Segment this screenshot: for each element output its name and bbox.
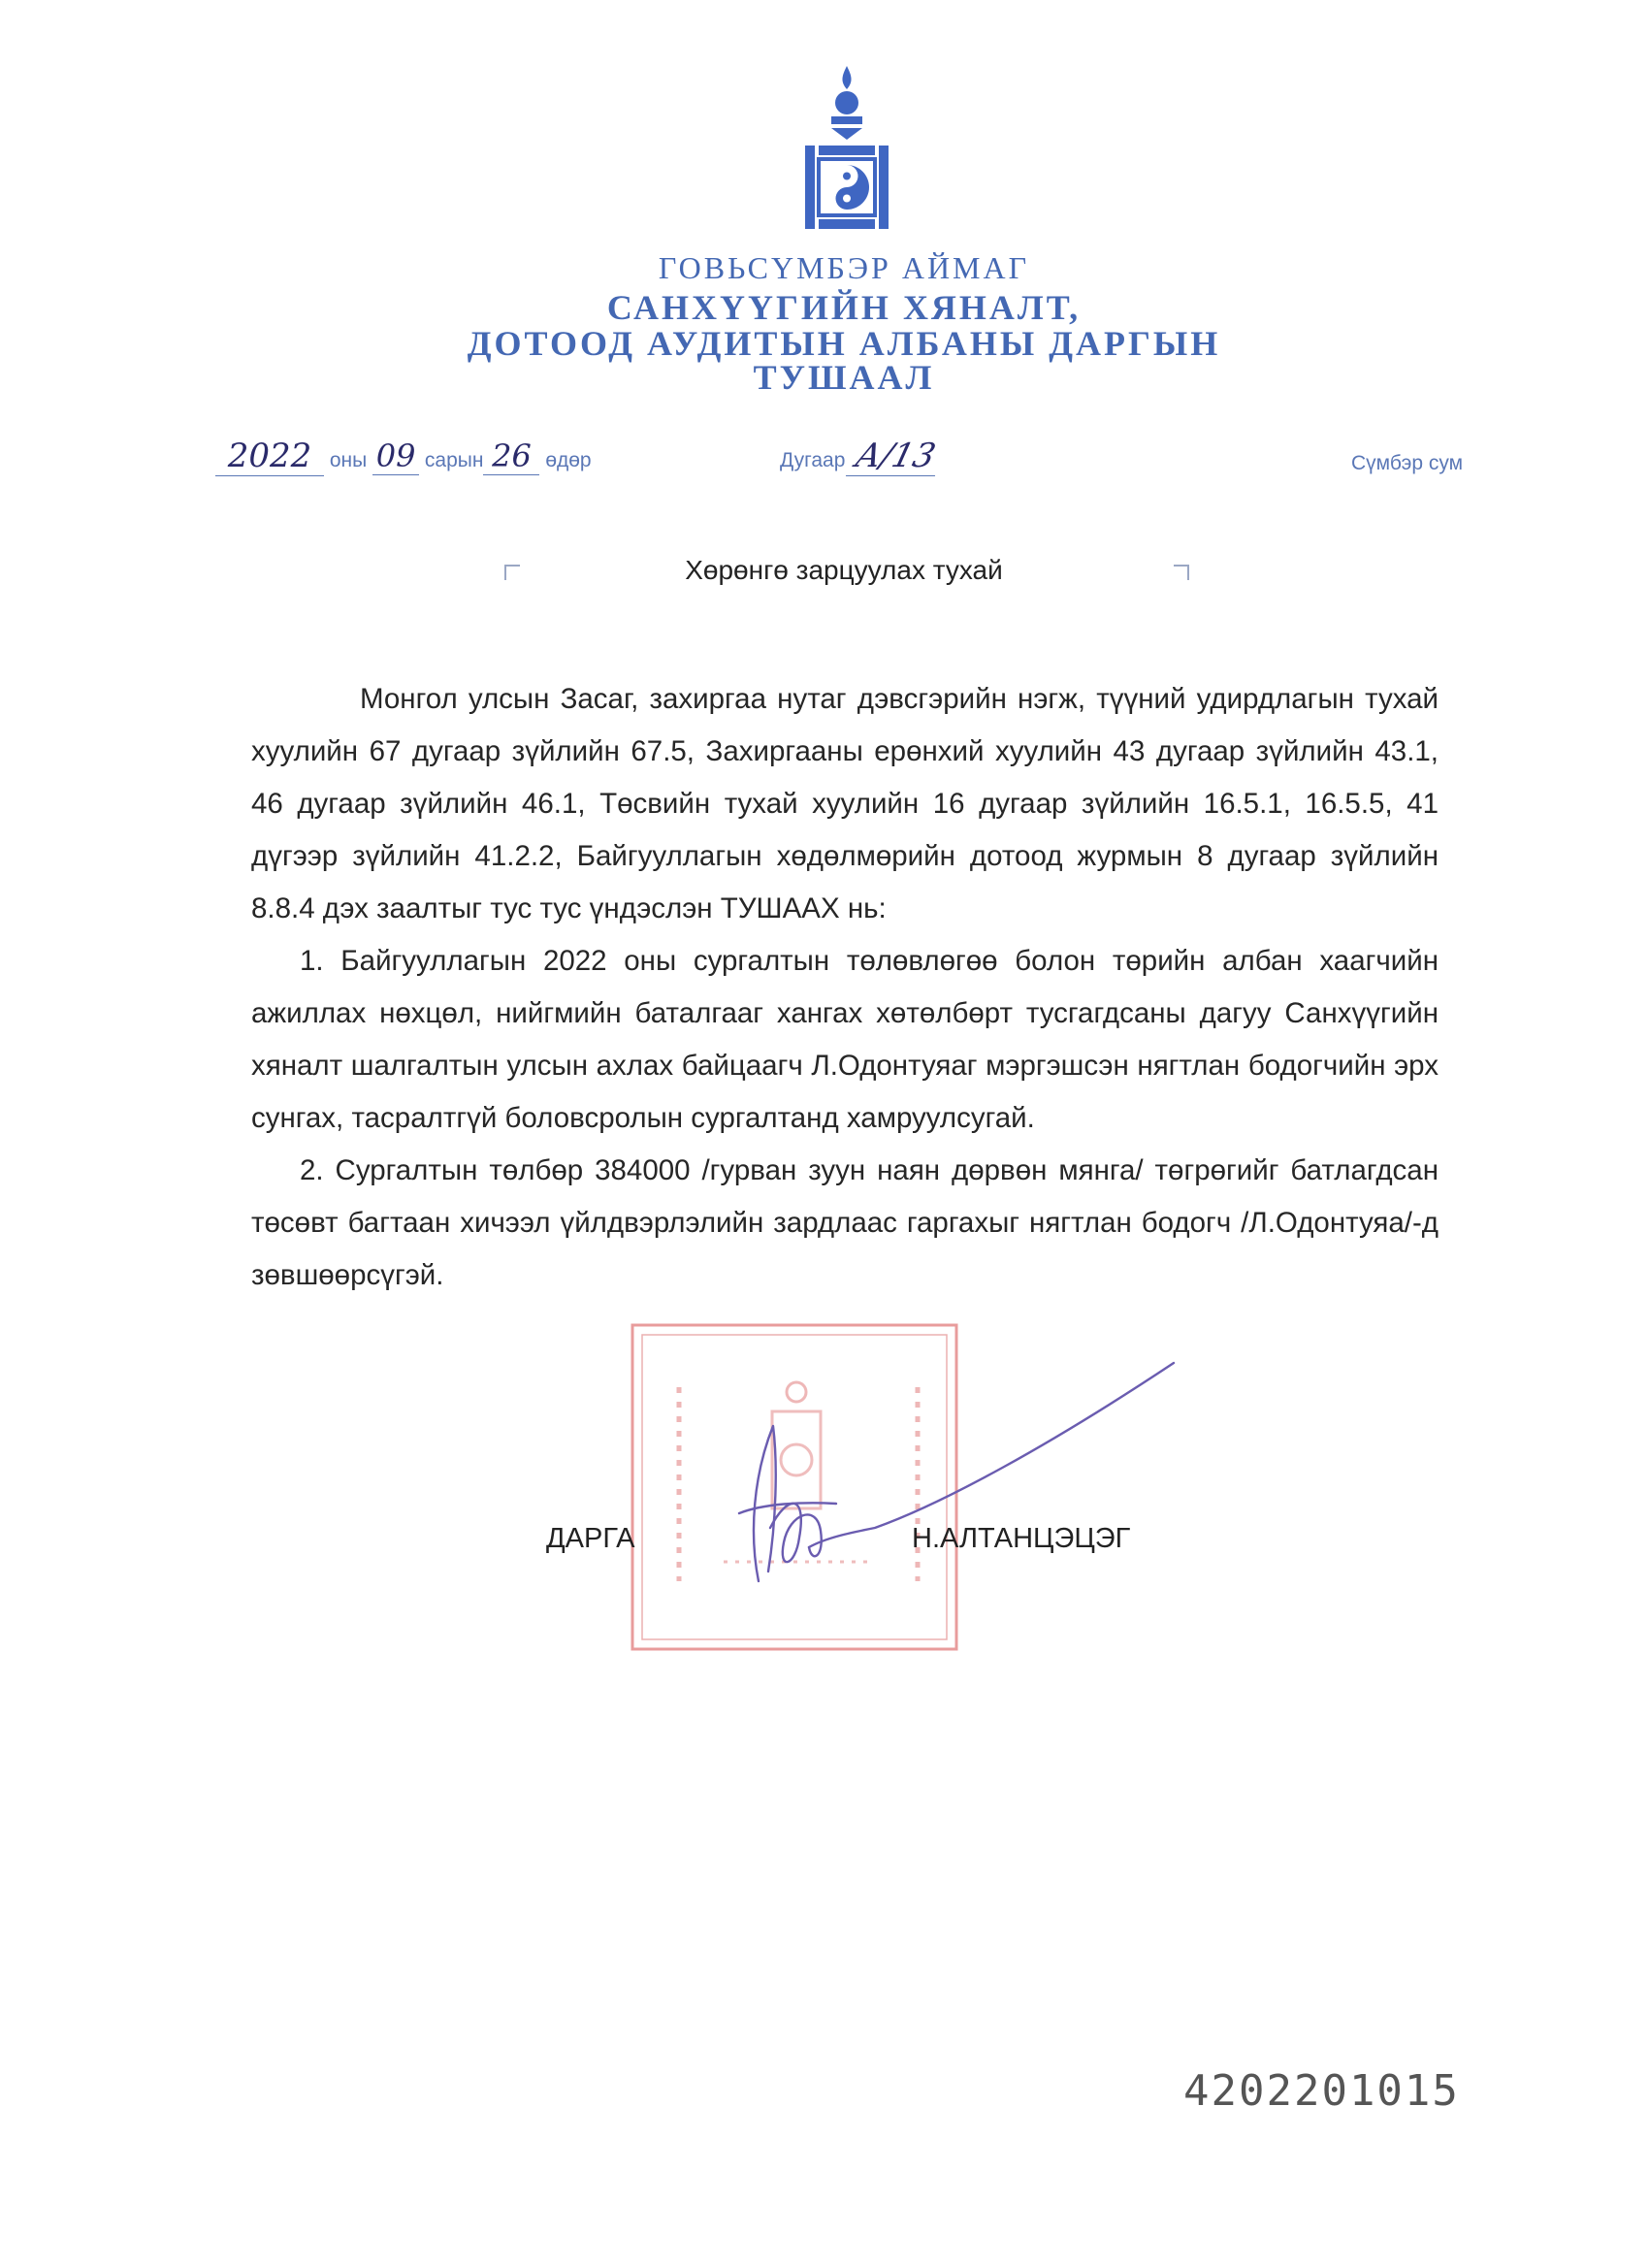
header-office-line2: ДОТООД АУДИТЫН АЛБАНЫ ДАРГЫН: [467, 324, 1221, 363]
place-label: Сүмбэр сум: [1351, 452, 1464, 474]
order-number-handwritten: А/13: [846, 437, 945, 476]
date-month-handwritten: 09: [372, 437, 419, 475]
document-code: 4202201015: [1183, 2066, 1460, 2116]
signatory-title: ДАРГА: [546, 1523, 635, 1554]
header-province: ГОВЬСҮМБЭР АЙМАГ: [658, 250, 1030, 285]
body-item-1: 1. Байгууллагын 2022 оны сургалтын төлөвлөгөө болон төрийн албан хаагчийн ажиллах нөхцөл, нийгмийн баталгааг хангах хөтөлбөрт тусгагдсаны дагуу Санхүүгийн хяналт шалгалтын улсын ахлах байцаагч Л.Одонтуяаг мэргэшсэн нягтлан бодогчийн эрх сунгах, тасралтгүй боловсролын сургалтанд хамруулсугай.: [251, 945, 1439, 1134]
signatory-name: Н.АЛТАНЦЭЦЭГ: [912, 1523, 1131, 1554]
body-item-2: 2. Сургалтын төлбөр 384000 /гурван зуун наян дөрвөн мянга/ төгрөгийг батлагдсан төсөвт багтаан хичээл үйлдвэрлэлийн зардлаас гаргахыг нягтлан бодогч /Л.Одонтуяа/-д зөвшөөрсүгэй.: [251, 1154, 1439, 1291]
date-day-handwritten: 26: [483, 437, 539, 475]
subject-bracket-right: [1174, 565, 1189, 580]
order-body: [251, 673, 1439, 1302]
date-month-suffix: сарын: [424, 449, 484, 471]
date-field: [215, 437, 592, 476]
soyombo-emblem-icon: [803, 64, 890, 231]
header-doc-type: ТУШААЛ: [753, 358, 935, 397]
order-number-label: Дугаар: [780, 449, 846, 471]
handwritten-signature-icon: [720, 1358, 1176, 1610]
date-year-suffix: оны: [329, 449, 368, 471]
date-day-suffix: өдөр: [545, 449, 592, 471]
body-intro-paragraph: Монгол улсын Засаг, захиргаа нутаг дэвсгэрийн нэгж, түүний удирдлагын тухай хуулийн 67 дугаар зүйлийн 67.5, Захиргааны ерөнхий хуулийн 43 дугаар зүйлийн 43.1, 46 дугаар зүйлийн 46.1, Төсвийн тухай хуулийн 16 дугаар зүйлийн 16.5.1, 16.5.5, 41 дүгээр зүйлийн 41.2.2, Байгууллагын хөдөлмөрийн дотоод журмын 8 дугаар зүйлийн 8.8.4 дэх заалтыг тус тус үндэслэн ТУШААХ нь:: [251, 683, 1439, 924]
subject-title: Хөрөнгө зарцуулах тухай: [685, 555, 1003, 585]
date-year-handwritten: 2022: [215, 437, 324, 476]
order-number-field: [780, 437, 940, 476]
header-office-line1: САНХҮҮГИЙН ХЯНАЛТ,: [606, 288, 1082, 327]
